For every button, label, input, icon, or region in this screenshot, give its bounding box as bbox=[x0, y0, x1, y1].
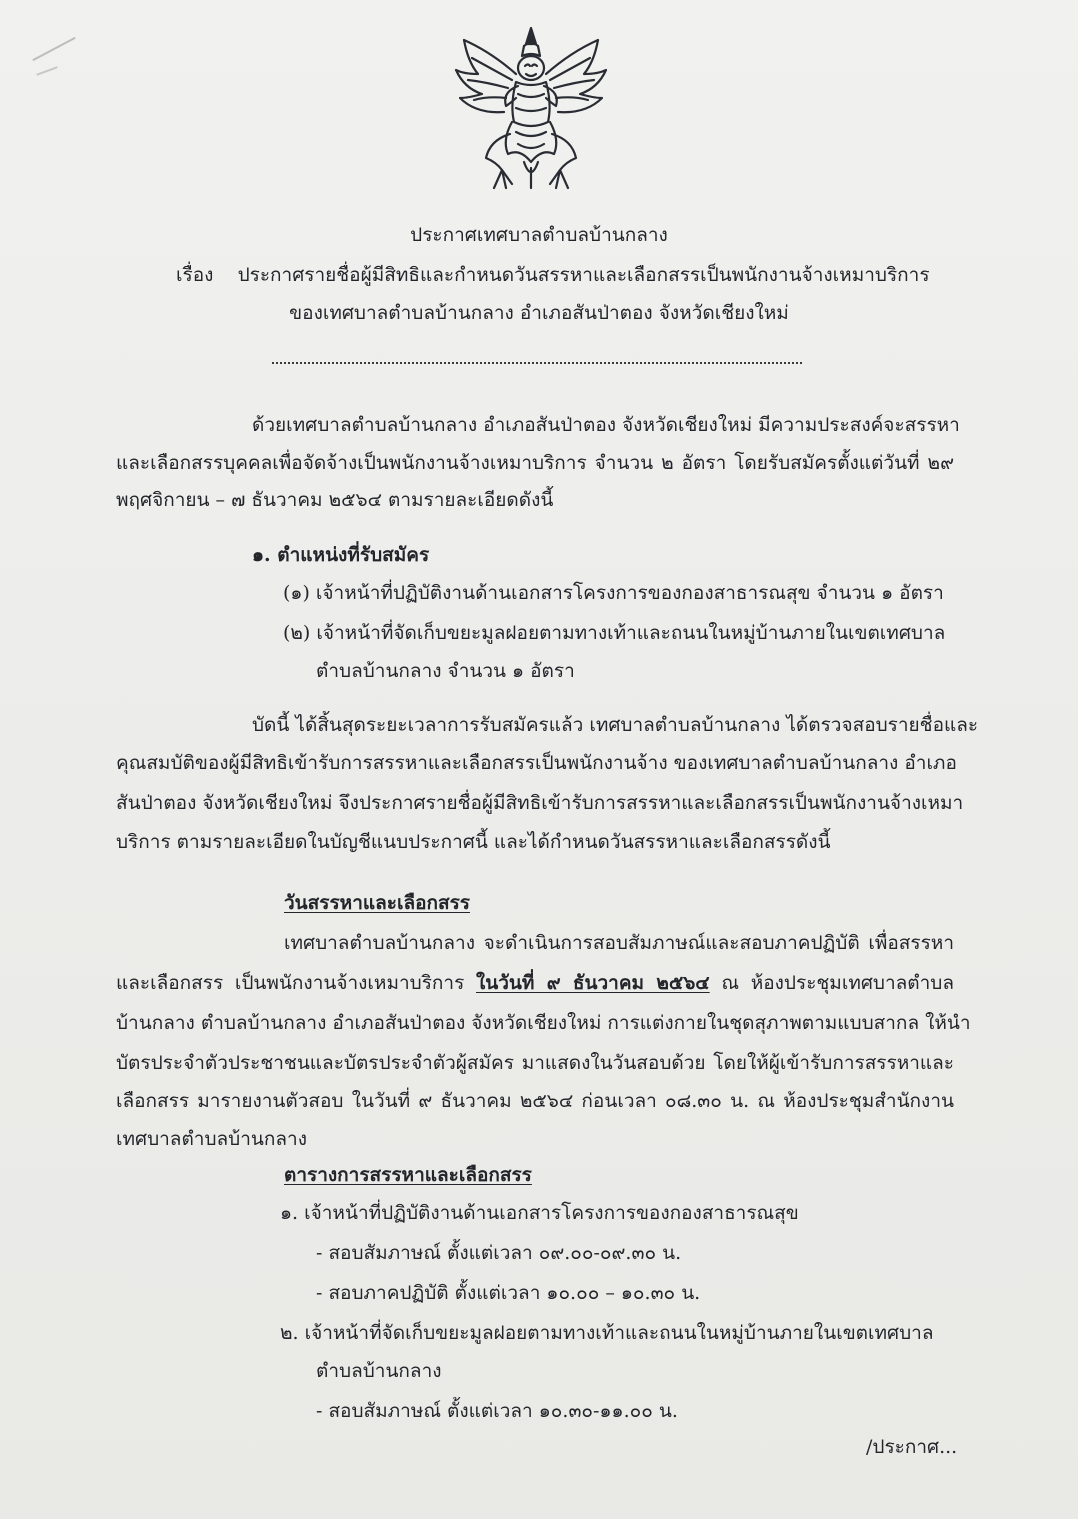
paper-scratch-mark bbox=[32, 37, 75, 61]
closing-line: สันป่าตอง จังหวัดเชียงใหม่ จึงประกาศรายชื่อผู้มีสิทธิเข้ารับการสรรหาและเลือกสรรเป็นพนักงานจ้างเหมา bbox=[116, 792, 964, 814]
subject-line-1 bbox=[176, 262, 930, 288]
intro-line: พฤศจิกายน – ๗ ธันวาคม ๒๕๖๔ ตามรายละเอียดดังนี้ bbox=[116, 489, 554, 511]
position-item-2-cont: ตำบลบ้านกลาง จำนวน ๑ อัตรา bbox=[316, 660, 575, 682]
subject-line-2: ของเทศบาลตำบลบ้านกลาง อำเภอสันป่าตอง จังหวัดเชียงใหม่ bbox=[289, 302, 789, 324]
selection-day-heading: วันสรรหาและเลือกสรร bbox=[284, 892, 471, 914]
closing-line: บริการ ตามรายละเอียดในบัญชีแนบประกาศนี้ และได้กำหนดวันสรรหาและเลือกสรรดังนี้ bbox=[116, 831, 831, 853]
selection-day-line: บ้านกลาง ตำบลบ้านกลาง อำเภอสันป่าตอง จังหวัดเชียงใหม่ การแต่งกายในชุดสุภาพตามแบบสากล ให้นำ bbox=[116, 1012, 971, 1034]
schedule-item-2-interview: - สอบสัมภาษณ์ ตั้งแต่เวลา ๑๐.๓๐-๑๑.๐๐ น. bbox=[316, 1400, 678, 1422]
document-title: ประกาศเทศบาลตำบลบ้านกลาง bbox=[410, 224, 668, 246]
closing-line: บัดนี้ ได้สิ้นสุดระยะเวลาการรับสมัครแล้ว เทศบาลตำบลบ้านกลาง ได้ตรวจสอบรายชื่อและ bbox=[252, 714, 979, 736]
intro-line: และเลือกสรรบุคคลเพื่อจัดจ้างเป็นพนักงานจ้างเหมาบริการ จำนวน ๒ อัตรา โดยรับสมัครตั้งแต่วันที่ ๒๙ bbox=[116, 452, 954, 474]
selection-day-line: และเลือกสรร เป็นพนักงานจ้างเหมาบริการ ในวันที่ ๙ ธันวาคม ๒๕๖๔ ณ ห้องประชุมเทศบาลตำบล bbox=[116, 972, 954, 994]
schedule-item-1-interview: - สอบสัมภาษณ์ ตั้งแต่เวลา ๐๙.๐๐-๐๙.๓๐ น. bbox=[316, 1242, 682, 1264]
positions-heading: ๑. ตำแหน่งที่รับสมัคร bbox=[252, 544, 430, 566]
selection-day-line: เทศบาลตำบลบ้านกลาง bbox=[116, 1128, 307, 1150]
subject-prefix: เรื่อง bbox=[176, 264, 214, 286]
schedule-item-2: ๒. เจ้าหน้าที่จัดเก็บขยะมูลฝอยตามทางเท้าและถนนในหมู่บ้านภายในเขตเทศบาล bbox=[280, 1322, 934, 1344]
schedule-item-1-practical: - สอบภาคปฏิบัติ ตั้งแต่เวลา ๑๐.๐๐ – ๑๐.๓๐ น. bbox=[316, 1282, 701, 1304]
garuda-emblem-icon bbox=[446, 22, 616, 202]
selection-day-line: เทศบาลตำบลบ้านกลาง จะดำเนินการสอบสัมภาษณ์และสอบภาคปฏิบัติ เพื่อสรรหา bbox=[284, 932, 954, 954]
schedule-item-1: ๑. เจ้าหน้าที่ปฏิบัติงานด้านเอกสารโครงการของกองสาธารณสุข bbox=[280, 1202, 799, 1224]
paper-scratch-mark bbox=[36, 66, 57, 75]
selection-date: ในวันที่ ๙ ธันวาคม ๒๕๖๔ bbox=[475, 972, 710, 994]
selection-day-line: เลือกสรร มารายงานตัวสอบ ในวันที่ ๙ ธันวาคม ๒๕๖๔ ก่อนเวลา ๐๘.๓๐ น. ณ ห้องประชุมสำนักงาน bbox=[116, 1090, 954, 1112]
continued-marker: /ประกาศ... bbox=[866, 1436, 958, 1458]
closing-line: คุณสมบัติของผู้มีสิทธิเข้ารับการสรรหาและเลือกสรรเป็นพนักงานจ้าง ของเทศบาลตำบลบ้านกลาง อำเภอ bbox=[116, 752, 957, 774]
position-item-1: (๑) เจ้าหน้าที่ปฏิบัติงานด้านเอกสารโครงการของกองสาธารณสุข จำนวน ๑ อัตรา bbox=[283, 582, 944, 604]
selection-day-line: บัตรประจำตัวประชาชนและบัตรประจำตัวผู้สมัคร มาแสดงในวันสอบด้วย โดยให้ผู้เข้ารับการสรรหาและ bbox=[116, 1052, 954, 1074]
subject-text: ประกาศรายชื่อผู้มีสิทธิและกำหนดวันสรรหาและเลือกสรรเป็นพนักงานจ้างเหมาบริการ bbox=[237, 264, 930, 286]
intro-line: ด้วยเทศบาลตำบลบ้านกลาง อำเภอสันป่าตอง จังหวัดเชียงใหม่ มีความประสงค์จะสรรหา bbox=[252, 414, 960, 436]
dotted-divider bbox=[272, 362, 802, 364]
position-item-2: (๒) เจ้าหน้าที่จัดเก็บขยะมูลฝอยตามทางเท้าและถนนในหมู่บ้านภายในเขตเทศบาล bbox=[283, 622, 946, 644]
schedule-item-2-cont: ตำบลบ้านกลาง bbox=[316, 1360, 442, 1382]
schedule-heading: ตารางการสรรหาและเลือกสรร bbox=[284, 1164, 532, 1186]
